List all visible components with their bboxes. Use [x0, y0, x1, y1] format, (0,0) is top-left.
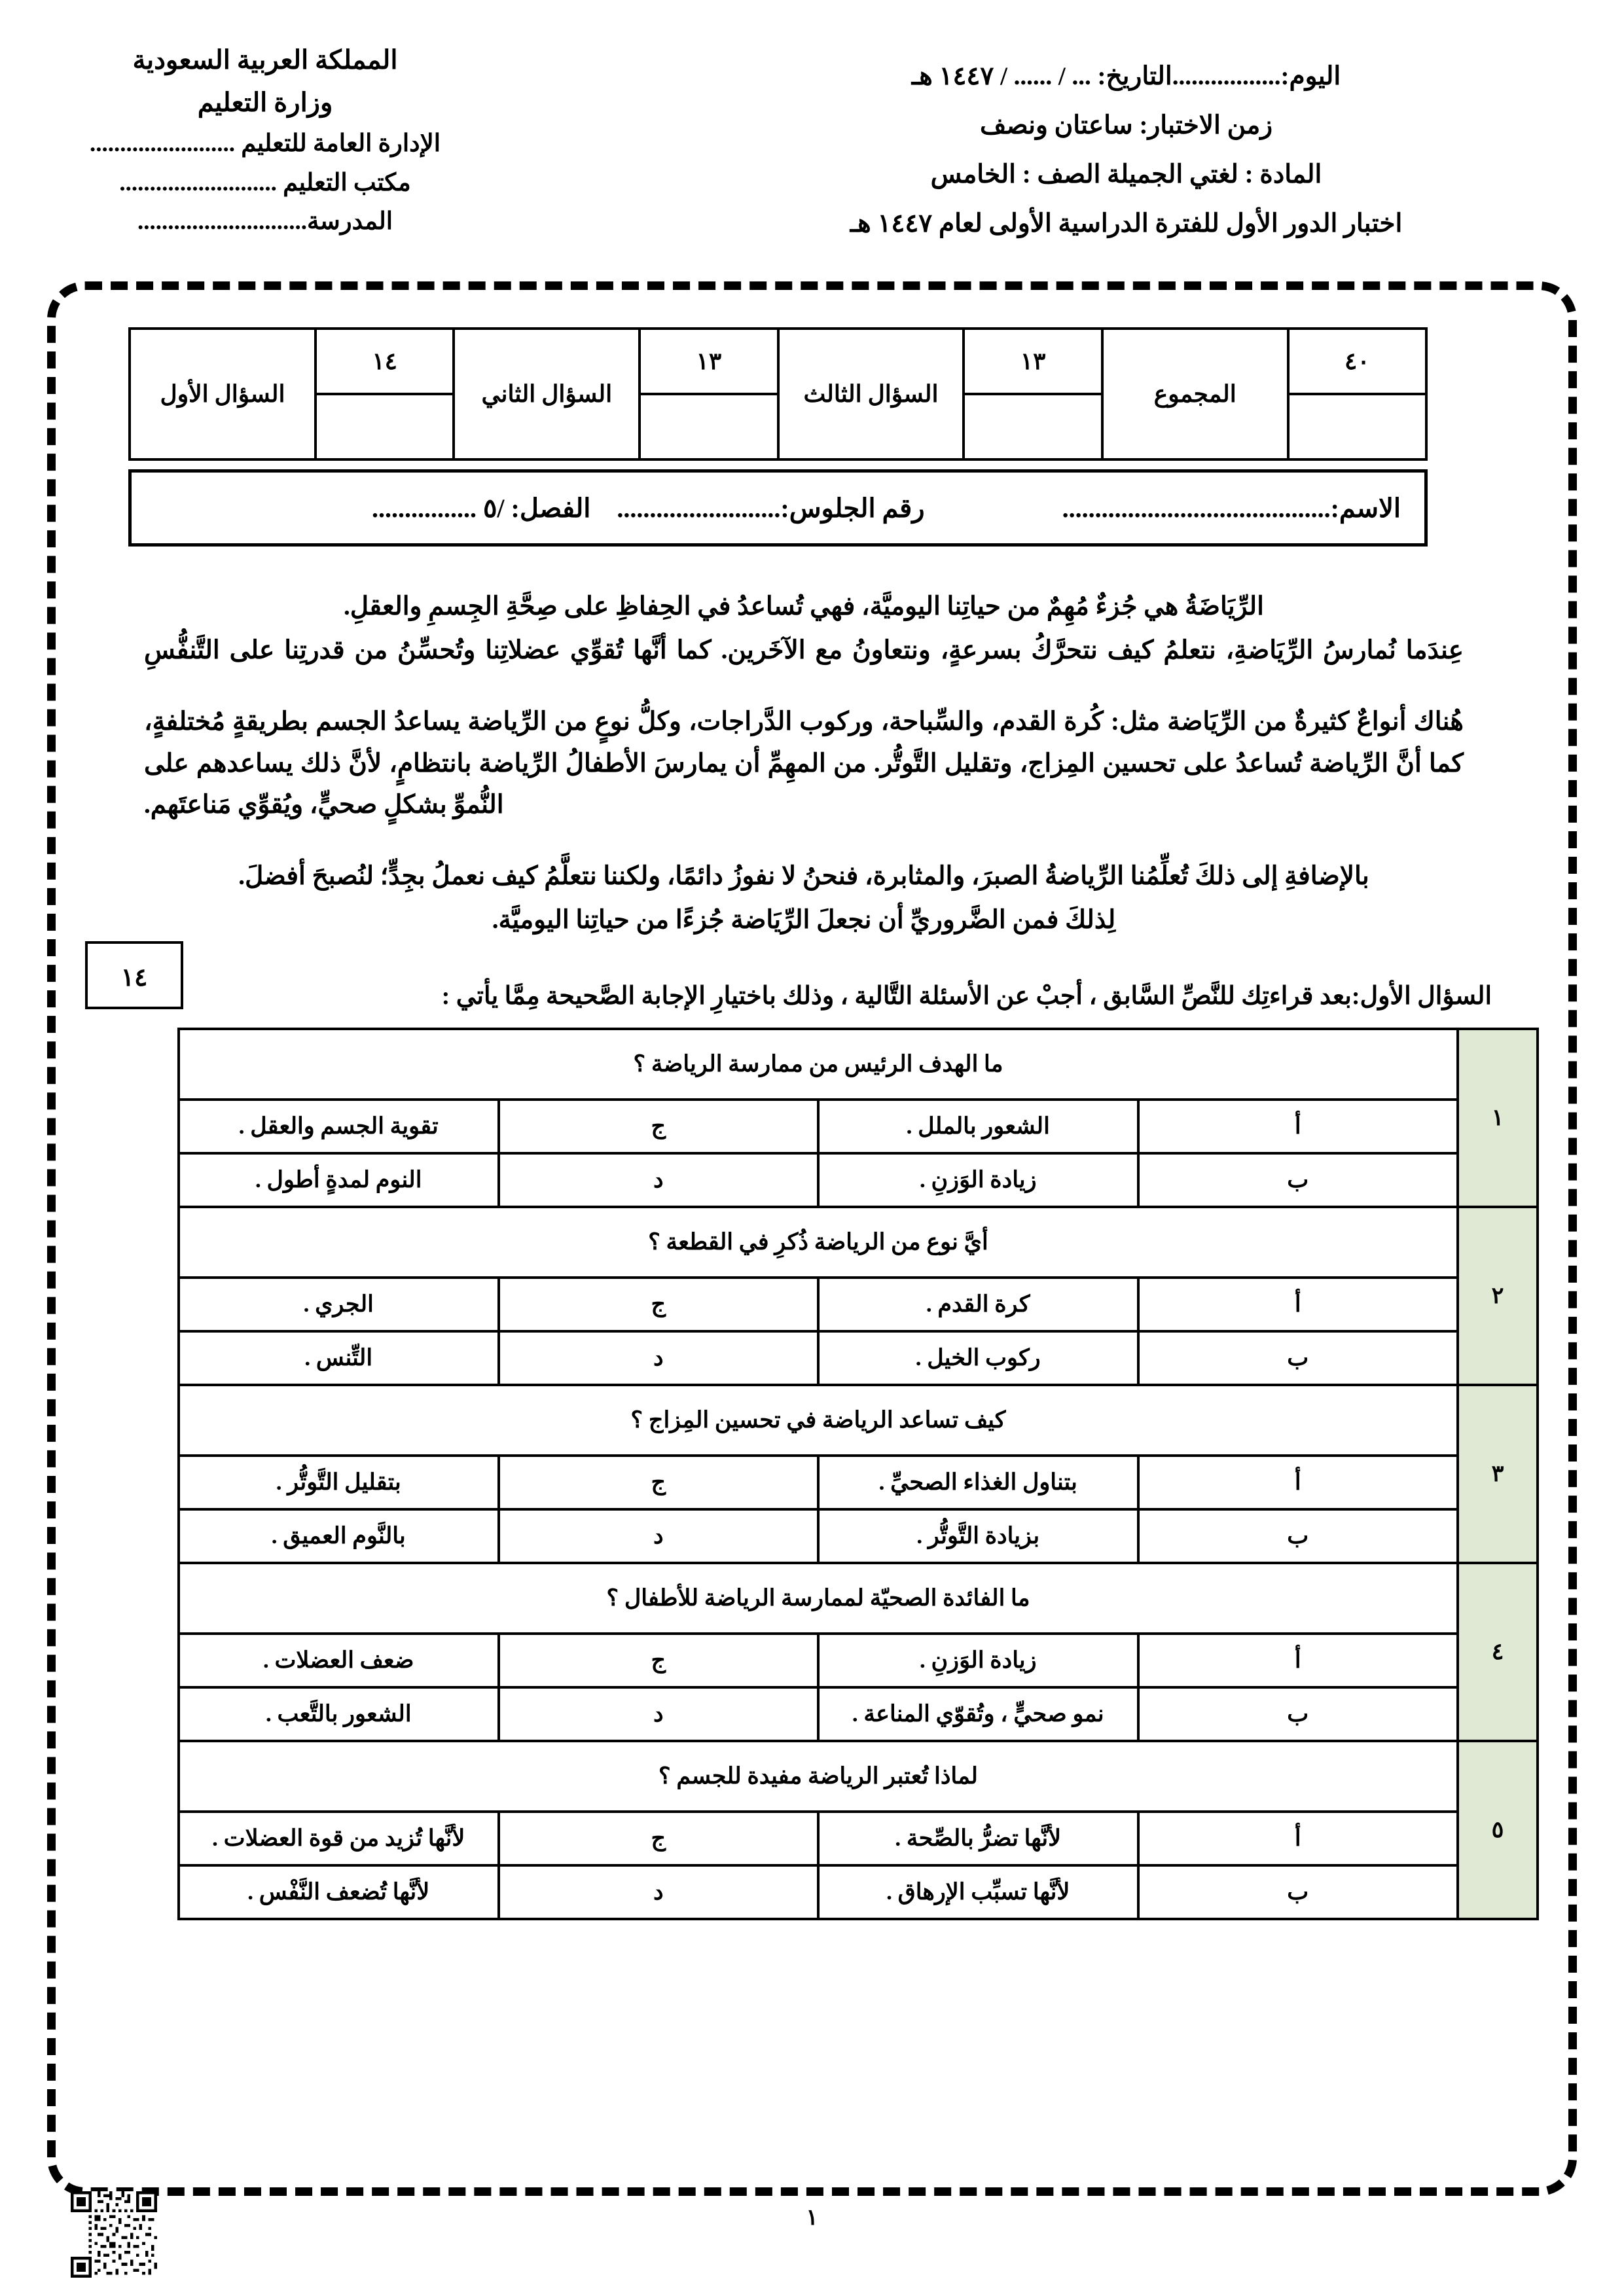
option-label-1d: د — [499, 1153, 819, 1207]
table-row — [179, 1456, 1538, 1509]
education-office-field: مكتب التعليم .......................... — [119, 169, 411, 196]
option-label-5c: ج — [499, 1812, 819, 1865]
ministry-name: وزارة التعليم — [197, 87, 333, 117]
question-text-4: ما الفائدة الصحيّة لممارسة الرياضة للأطفال ؟ — [179, 1563, 1458, 1634]
option-text-4a[interactable]: زيادة الوَزنِ . — [818, 1634, 1138, 1687]
qr-code-icon — [71, 2191, 157, 2278]
exam-duration-line: زمن الاختبار: ساعتان ونصف — [979, 111, 1273, 139]
marks-q1-blank[interactable] — [316, 394, 454, 459]
table-row — [179, 1865, 1538, 1919]
passage-paragraph-1: الرِّيَاضَةُ هي جُزءٌ مُهِمٌ من حياتِنا اليوميَّة، فهي تُساعدُ في الحِفاظِ على صِحَّةِ الجِسمِ والعقلِ. — [343, 592, 1265, 620]
option-text-3d[interactable]: بالنَّوم العميق . — [179, 1509, 499, 1563]
page-number: ١ — [806, 2206, 818, 2230]
question-number-2: ٢ — [1458, 1207, 1538, 1385]
option-text-2a[interactable]: كرة القدم . — [818, 1278, 1138, 1331]
reading-passage — [85, 586, 1539, 941]
option-label-3b: ب — [1138, 1509, 1458, 1563]
option-text-4d[interactable]: الشعور بالتَّعب . — [179, 1687, 499, 1741]
option-text-3c[interactable]: بتقليل التَّوتُّر . — [179, 1456, 499, 1509]
passage-paragraph-2: عِندَما نُمارسُ الرِّيَاضةِ، نتعلمُ كيف نتحرَّكُ بسرعةٍ، ونتعاونُ مع الآخَرين. كما أنَّها تُقوِّي عضلاتِنا وتُحسِّنُ من قدرتِنا على التَّنفُّسِ — [144, 636, 1464, 665]
table-row — [179, 1509, 1538, 1563]
table-row — [179, 1687, 1538, 1741]
table-row — [179, 1812, 1538, 1865]
table-row — [179, 1100, 1538, 1153]
general-directorate-field: الإدارة العامة للتعليم ........................ — [89, 130, 441, 157]
option-text-5c[interactable]: لأنَّها تُزيد من قوة العضلات . — [179, 1812, 499, 1865]
marks-q2-value: ١٣ — [640, 329, 778, 394]
option-label-5a: أ — [1138, 1812, 1458, 1865]
multiple-choice-table — [177, 1028, 1539, 1920]
table-row — [179, 1207, 1538, 1278]
table-row — [179, 1153, 1538, 1207]
marks-q1-value: ١٤ — [316, 329, 454, 394]
option-label-2c: ج — [499, 1278, 819, 1331]
option-label-3d: د — [499, 1509, 819, 1563]
option-text-5b[interactable]: لأنَّها تسبِّب الإرهاق . — [818, 1865, 1138, 1919]
option-text-1b[interactable]: زيادة الوَزنِ . — [818, 1153, 1138, 1207]
option-label-4a: أ — [1138, 1634, 1458, 1687]
option-label-4c: ج — [499, 1634, 819, 1687]
header-left-block — [576, 39, 1624, 249]
exam-day-date-line: اليوم:.................التاريخ: ... / ...... / ١٤٤٧ هـ — [911, 62, 1341, 90]
question-number-1: ١ — [1458, 1029, 1538, 1207]
table-row — [179, 1385, 1538, 1456]
document-header — [0, 0, 1624, 249]
passage-paragraph-3: هُناك أنواعٌ كثيرةٌ من الرِّيَاضة مثل: كُرة القدم، والسِّباحة، وركوب الدَّراجات، وكلُّ نوعٍ من الرِّياضة يساعدُ الجسم بطريقةٍ مُختلفةٍ، كما أنَّ الرِّياضة تُساعدُ على تحسين المِزاج، وتقليل التَّوتُّر. من المهِمِّ أن يمارسَ الأطفالُ الرِّياضة بانتظامٍ، لأنَّ ذلك يساعدهم على النُّموِّ بشكلٍ صحيٍّ، ويُقوِّي مَناعتَهم. — [144, 708, 1464, 819]
table-row — [179, 1634, 1538, 1687]
option-text-3a[interactable]: بتناول الغذاء الصحيِّ . — [818, 1456, 1138, 1509]
class-section-field[interactable]: الفصل: /٥ ................ — [371, 493, 591, 523]
marks-total-value: ٤٠ — [1288, 329, 1426, 394]
option-text-5d[interactable]: لأنَّها تُضعف النَّفْس . — [179, 1865, 499, 1919]
question-one-instruction: السؤال الأول:بعد قراءتِك للنَّصِّ السَّابق ، أجبْ عن الأسئلة التَّالية ، وذلك باختيارِ الإجابة الصَّحيحة مِمَّا يأتي : — [441, 982, 1492, 1011]
option-label-2d: د — [499, 1331, 819, 1385]
header-right-block — [0, 39, 576, 249]
option-label-3a: أ — [1138, 1456, 1458, 1509]
option-text-2d[interactable]: التِّنس . — [179, 1331, 499, 1385]
marks-q3-blank[interactable] — [964, 394, 1102, 459]
table-row — [179, 1278, 1538, 1331]
school-field: المدرسة............................ — [137, 208, 393, 236]
marks-values-row — [130, 329, 1426, 394]
question-text-5: لماذا تُعتبر الرياضة مفيدة للجسم ؟ — [179, 1741, 1458, 1812]
option-text-3b[interactable]: بزيادة التَّوتُّر . — [818, 1509, 1138, 1563]
option-text-1a[interactable]: الشعور بالملل . — [818, 1100, 1138, 1153]
option-text-2c[interactable]: الجري . — [179, 1278, 499, 1331]
question-one-heading — [85, 964, 1539, 1013]
question-text-1: ما الهدف الرئيس من ممارسة الرياضة ؟ — [179, 1029, 1458, 1100]
table-row — [179, 1029, 1538, 1100]
option-text-1d[interactable]: النوم لمدةٍ أطول . — [179, 1153, 499, 1207]
option-text-4c[interactable]: ضعف العضلات . — [179, 1634, 499, 1687]
question-number-5: ٥ — [1458, 1741, 1538, 1919]
option-text-5a[interactable]: لأنَّها تضرُّ بالصِّحة . — [818, 1812, 1138, 1865]
option-label-2b: ب — [1138, 1331, 1458, 1385]
question-number-3: ٣ — [1458, 1385, 1538, 1563]
table-row — [179, 1331, 1538, 1385]
option-label-1a: أ — [1138, 1100, 1458, 1153]
marks-q3-label: السؤال الثالث — [778, 329, 964, 459]
option-label-5d: د — [499, 1865, 819, 1919]
option-label-1c: ج — [499, 1100, 819, 1153]
passage-paragraph-4: بالإضافةِ إلى ذلكَ تُعلِّمُنا الرِّياضةُ الصبرَ، والمثابرة، فنحنُ لا نفوزُ دائمًا، ولكننا نتعلَّمُ كيف نعملُ بجِدٍّ؛ لنُصبحَ أفضلَ. — [238, 861, 1369, 890]
passage-paragraph-5: لِذلكَ فمن الضَّروريِّ أن نجعلَ الرِّيَاضة جُزءًا من حياتِنا اليوميَّة. — [492, 906, 1116, 935]
question-text-3: كيف تساعد الرياضة في تحسين المِزاج ؟ — [179, 1385, 1458, 1456]
marks-total-blank[interactable] — [1288, 394, 1426, 459]
option-label-4d: د — [499, 1687, 819, 1741]
option-label-2a: أ — [1138, 1278, 1458, 1331]
question-text-2: أيَّ نوع من الرياضة ذُكرِ في القطعة ؟ — [179, 1207, 1458, 1278]
question-number-4: ٤ — [1458, 1563, 1538, 1741]
marks-total-label: المجموع — [1102, 329, 1288, 459]
student-identity-row — [128, 469, 1428, 547]
marks-summary-table — [128, 327, 1428, 461]
option-label-1b: ب — [1138, 1153, 1458, 1207]
exam-term-line: اختبار الدور الأول للفترة الدراسية الأولى لعام ١٤٤٧ هـ — [850, 209, 1403, 238]
table-row — [179, 1741, 1538, 1812]
table-row — [179, 1563, 1538, 1634]
question-one-score-box[interactable]: ١٤ — [85, 941, 183, 1009]
option-text-2b[interactable]: ركوب الخيل . — [818, 1331, 1138, 1385]
option-text-1c[interactable]: تقوية الجسم والعقل . — [179, 1100, 499, 1153]
marks-q1-label: السؤال الأول — [130, 329, 316, 459]
option-label-4b: ب — [1138, 1687, 1458, 1741]
subject-and-grade-line: المادة : لغتي الجميلة الصف : الخامس — [930, 160, 1322, 188]
marks-q2-label: السؤال الثاني — [454, 329, 640, 459]
option-text-4b[interactable]: نمو صحيٍّ ، وتُقوّي المناعة . — [818, 1687, 1138, 1741]
country-name: المملكة العربية السعودية — [132, 45, 398, 75]
option-label-3c: ج — [499, 1456, 819, 1509]
option-label-5b: ب — [1138, 1865, 1458, 1919]
page-content — [85, 308, 1539, 1920]
seat-number-field[interactable]: رقم الجلوس:......................... — [617, 493, 925, 523]
marks-q2-blank[interactable] — [640, 394, 778, 459]
student-name-field[interactable]: الاسم:......................................... — [1062, 493, 1401, 523]
marks-q3-value: ١٣ — [964, 329, 1102, 394]
